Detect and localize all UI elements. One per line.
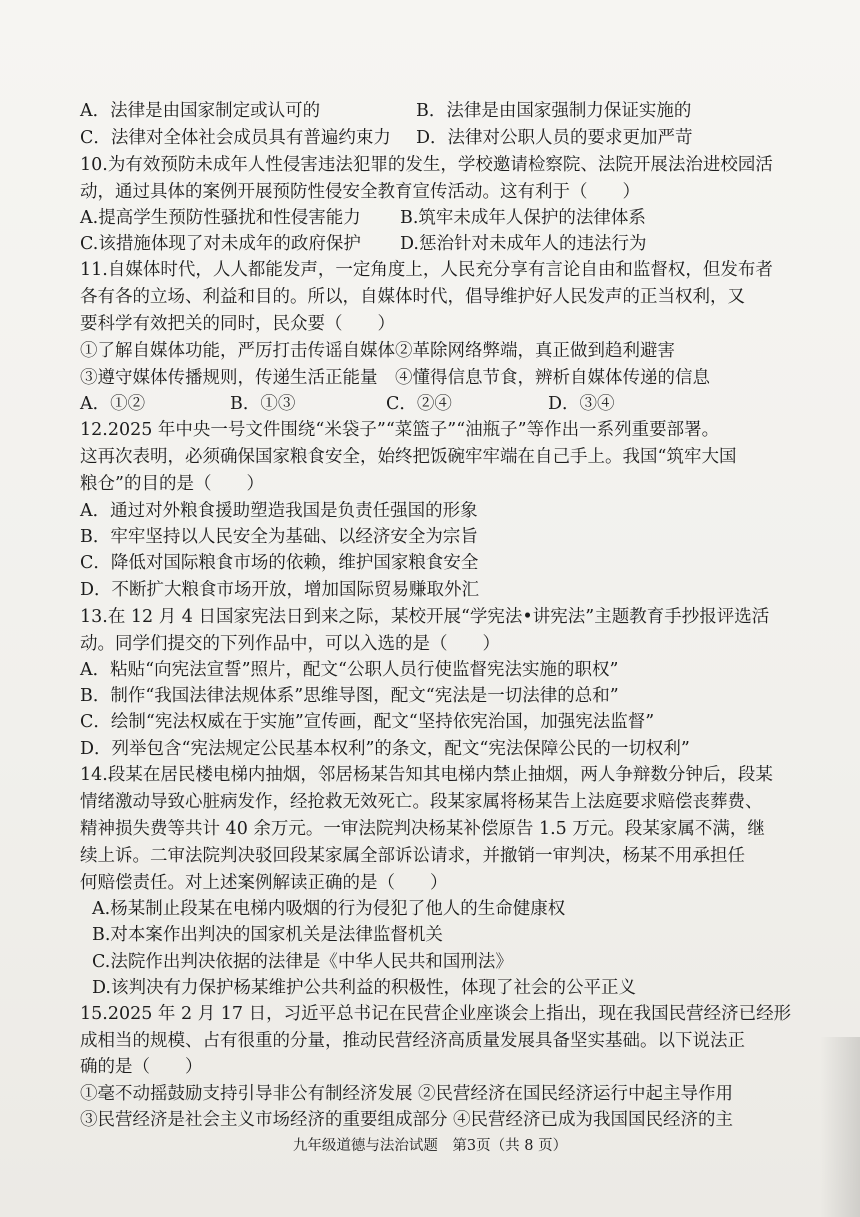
q14-stem-line4: 续上诉。二审法院判决驳回段某家属全部诉讼请求，并撤销一审判决，杨某不用承担任 — [80, 846, 745, 866]
q9-option-a: A．法律是由国家制定或认可的 — [80, 101, 321, 121]
q11-stem-line1: 11.自媒体时代，人人都能发声，一定角度上，人民充分享有言论自由和监督权，但发布者 — [80, 260, 773, 280]
q11-item-line1: ①了解自媒体功能，严厉打击传谣自媒体②革除网络弊端，真正做到趋利避害 — [80, 341, 675, 361]
q12-stem-line2: 这再次表明，必须确保国家粮食安全，始终把饭碗牢牢端在自己手上。我国“筑牢大国 — [80, 447, 737, 467]
q12-option-d: D．不断扩大粮食市场开放，增加国际贸易赚取外汇 — [80, 580, 480, 600]
q11-item-line2: ③遵守媒体传播规则，传递生活正能量 ④懂得信息节食，辨析自媒体传递的信息 — [80, 368, 710, 388]
q14-option-c: C.法院作出判决依据的法律是《中华人民共和国刑法》 — [92, 952, 513, 972]
q14-option-b: B.对本案作出判决的国家机关是法律监督机关 — [92, 925, 443, 945]
q9-option-b: B．法律是由国家强制力保证实施的 — [416, 101, 692, 121]
q10-option-c: C.该措施体现了对未成年的政府保护 — [80, 234, 361, 254]
q10-option-d: D.惩治针对未成年人的违法行为 — [400, 234, 647, 254]
q11-option-c: C．②④ — [386, 394, 452, 414]
q12-stem-line1: 12.2025 年中央一号文件围绕“米袋子”“菜篮子”“油瓶子”等作出一系列重要部署。 — [80, 420, 720, 440]
q11-option-b: B．①③ — [230, 394, 296, 414]
q10-option-b: B.筑牢未成年人保护的法律体系 — [400, 208, 646, 228]
scan-shadow — [820, 1037, 860, 1217]
q15-item-line1: ①毫不动摇鼓励支持引导非公有制经济发展 ②民营经济在国民经济运行中起主导作用 — [80, 1084, 734, 1104]
q14-stem-line5: 何赔偿责任。对上述案例解读正确的是（ ） — [80, 873, 448, 893]
q10-stem-line1: 10.为有效预防未成年人性侵害违法犯罪的发生，学校邀请检察院、法院开展法治进校园活 — [80, 155, 773, 175]
q15-stem-line3: 确的是（ ） — [80, 1057, 203, 1077]
q14-option-a: A.杨某制止段某在电梯内吸烟的行为侵犯了他人的生命健康权 — [92, 899, 566, 919]
q12-option-a: A．通过对外粮食援助塑造我国是负责任强国的形象 — [80, 501, 478, 521]
q14-stem-line2: 情绪激动导致心脏病发作，经抢救无效死亡。段某家属将杨某告上法庭要求赔偿丧葬费、 — [80, 792, 763, 812]
q15-stem-line2: 成相当的规模、占有很重的分量，推动民营经济高质量发展具备坚实基础。以下说法正 — [80, 1031, 745, 1051]
q13-option-b: B．制作“我国法律法规体系”思维导图，配文“宪法是一切法律的总和” — [80, 686, 619, 706]
page-footer: 九年级道德与法治试题 第3页（共 8 页） — [292, 1138, 568, 1154]
q13-option-d: D．列举包含“宪法规定公民基本权利”的条文，配文“宪法保障公民的一切权利” — [80, 739, 690, 759]
q10-stem-line2: 动，通过具体的案例开展预防性侵安全教育宣传活动。这有利于（ ） — [80, 182, 640, 202]
q9-option-c: C．法律对全体社会成员具有普遍约束力 — [80, 128, 391, 148]
q12-option-b: B．牢牢坚持以人民安全为基础、以经济安全为宗旨 — [80, 527, 478, 547]
q14-option-d: D.该判决有力保护杨某维护公共利益的积极性，体现了社会的公平正义 — [92, 978, 636, 998]
q13-option-a: A．粘贴“向宪法宣誓”照片，配文“公职人员行使监督宪法实施的职权” — [80, 660, 619, 680]
q13-option-c: C．绘制“宪法权威在于实施”宣传画，配文“坚持依宪治国，加强宪法监督” — [80, 712, 655, 732]
q11-stem-line2: 各有各的立场、利益和目的。所以，自媒体时代，倡导维护好人民发声的正当权利，又 — [80, 287, 745, 307]
q13-stem-line2: 动。同学们提交的下列作品中，可以入选的是（ ） — [80, 634, 500, 654]
q11-option-d: D．③④ — [548, 394, 615, 414]
q14-stem-line1: 14.段某在居民楼电梯内抽烟，邻居杨某告知其电梯内禁止抽烟，两人争辩数分钟后，段某 — [80, 765, 773, 785]
q15-item-line2: ③民营经济是社会主义市场经济的重要组成部分 ④民营经济已成为我国国民经济的主 — [80, 1110, 734, 1130]
q11-stem-line3: 要科学有效把关的同时，民众要（ ） — [80, 314, 395, 334]
q15-stem-line1: 15.2025 年 2 月 17 日，习近平总书记在民营企业座谈会上指出，现在我国民营经济已经形 — [80, 1004, 792, 1024]
q9-option-d: D．法律对公职人员的要求更加严苛 — [416, 128, 693, 148]
q11-option-a: A．①② — [80, 394, 146, 414]
q10-option-a: A.提高学生预防性骚扰和性侵害能力 — [80, 208, 361, 228]
q12-stem-line3: 粮仓”的目的是（ ） — [80, 474, 264, 494]
q14-stem-line3: 精神损失费等共计 40 余万元。一审法院判决杨某补偿原告 1.5 万元。段某家属不满，继 — [80, 819, 765, 839]
q12-option-c: C．降低对国际粮食市场的依赖，维护国家粮食安全 — [80, 553, 479, 573]
q13-stem-line1: 13.在 12 月 4 日国家宪法日到来之际，某校开展“学宪法•讲宪法”主题教育手抄报评选活 — [80, 607, 770, 627]
